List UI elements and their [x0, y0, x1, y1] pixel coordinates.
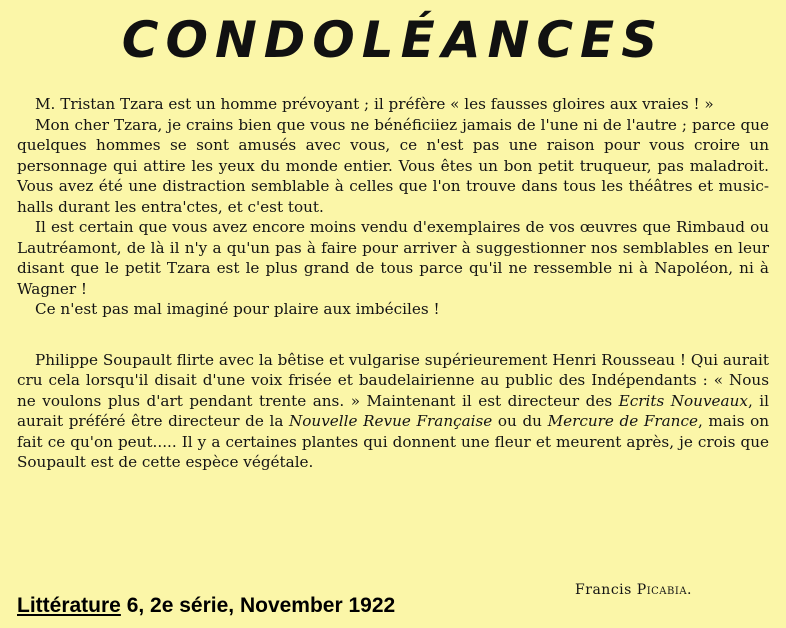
- tzara-paragraph-3: Il est certain que vous avez encore moins vendu d'exemplaires de vos œuvres que Rimbaud ou Lautréamont, de là il n'y a qu'un pas à faire pour arriver à suggestionner nos semblables en leur disant que le petit Tzara est le plus grand de tous parce qu'il ne ressemble ni à Napoléon, ni à Wagner !: [17, 218, 769, 298]
- source-caption: [17, 592, 395, 620]
- article-body: [17, 94, 769, 473]
- signature-last-name: Picabia.: [636, 582, 692, 598]
- soupault-text-part-3: ou du: [492, 412, 548, 430]
- tzara-paragraph-4: Ce n'est pas mal imaginé pour plaire aux imbéciles !: [35, 300, 440, 318]
- tzara-paragraph-1: M. Tristan Tzara est un homme prévoyant ; il préfère « les fausses gloires aux vraies ! »: [35, 95, 714, 113]
- soupault-text-part-2: , il aurait préféré être directeur de la: [17, 391, 769, 430]
- caption-issue-info: 6, 2e série, November 1922: [120, 594, 396, 617]
- caption-journal-name: Littérature: [17, 594, 121, 617]
- soupault-text-part-1: Philippe Soupault flirte avec la bêtise et vulgarise supérieurement Henri Rousseau ! Qui aurait cru cela lorsqu'il disait d'une voix frisée et baudelairienne au public des Indépendants : « Nous ne voulons plus d'art pendant trente ans. » Maintenant il est directeur des: [17, 350, 769, 410]
- signature-first-name: Francis: [575, 582, 632, 598]
- article-title: CONDOLÉANCES: [121, 11, 665, 69]
- soupault-text-part-4: , mais on fait ce qu'on peut..... Il y a certaines plantes qui donnent une fleur et meurent après, je crois que Soupault est de cette espèce végétale.: [17, 412, 770, 471]
- ecrits-nouveaux-title: Ecrits Nouveaux: [618, 391, 748, 410]
- tzara-paragraph-2: Mon cher Tzara, je crains bien que vous ne bénéficiiez jamais de l'une ni de l'autre ; parce que quelques hommes se sont amusés avec vous, ce n'est pas une raison pour vous croire un personnage qui attire les yeux du monde entier. Vous êtes un bon petit truqueur, pas maladroit. Vous avez été une distraction semblable à celles que l'on trouve dans tous les théâtres et music-halls durant les entra'ctes, et c'est tout.: [17, 115, 769, 216]
- nrf-title: Nouvelle Revue Française: [289, 412, 493, 430]
- mercure-title: Mercure de France: [547, 412, 698, 430]
- soupault-paragraph: [17, 350, 769, 473]
- author-signature: [575, 582, 692, 598]
